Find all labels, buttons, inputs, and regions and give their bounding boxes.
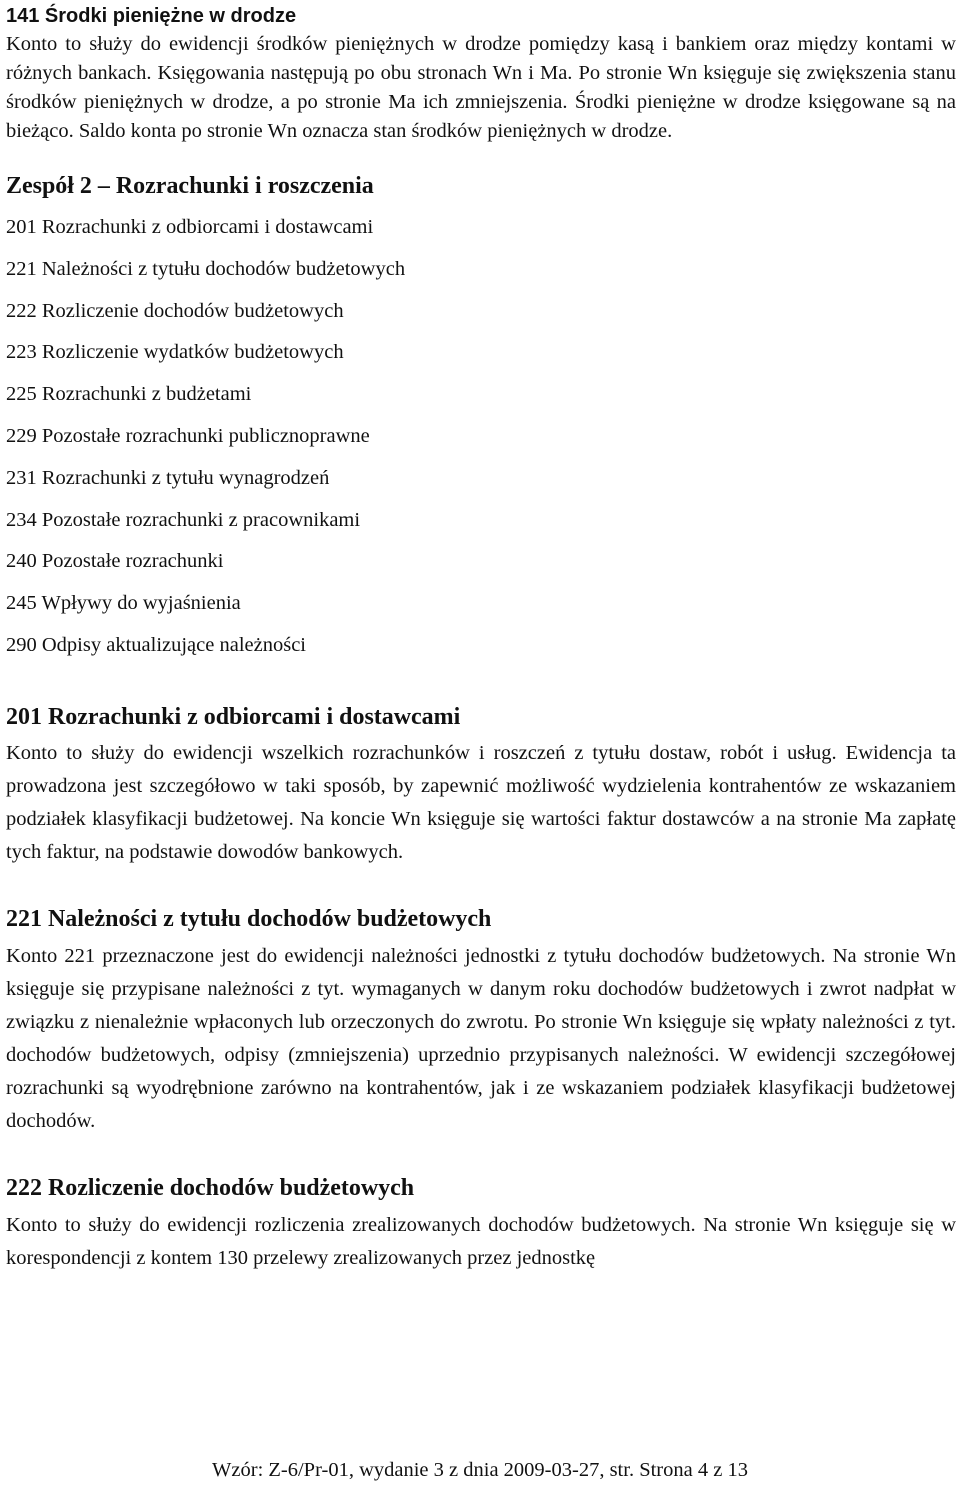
list-item: 234 Pozostałe rozrachunki z pracownikami [6, 508, 361, 531]
list-item: 222 Rozliczenie dochodów budżetowych [6, 299, 344, 322]
list-item: 229 Pozostałe rozrachunki publicznoprawne [6, 424, 370, 447]
section-221-body: Konto 221 przeznaczone jest do ewidencji należności jednostki z tytułu dochodów budżetowych. Na stronie Wn księguje się przypisane należności z tyt. wymaganych w danym roku dochodów budżetowych i zwrot nadpłat w związku z nienależnie wpłaconych lub orzeczonych do zwrotu. Po stronie Wn księguje się wpłaty należności z tyt. dochodów budżetowych, odpisy (zmniejszenia) uprzednio przypisanych należności. W ewidencji szczegółowej rozrachunki są wyodrębnione zarówno na kontrahentów, jak i ze wskazaniem podziałek klasyfikacji budżetowej dochodów. [6, 944, 956, 1132]
list-item: 201 Rozrachunki z odbiorcami i dostawcami [6, 216, 374, 238]
list-item: 223 Rozliczenie wydatków budżetowych [6, 341, 344, 364]
section-201-body: Konto to służy do ewidencji wszelkich rozrachunków i roszczeń z tytułu dostaw, robót i usług. Ewidencja ta prowadzona jest szczegółowo w taki sposób, by zapewnić możliwość wydzielenia kontrahentów ze wskazaniem podziałek klasyfikacji budżetowej. Na koncie Wn księguje się wartości faktur dostawców a na stronie Ma zapłatę tych faktur, na podstawie dowodów bankowych. [6, 741, 956, 863]
account-list [6, 207, 956, 667]
section-201-title: 201 Rozrachunki z odbiorcami i dostawcami [6, 703, 461, 730]
section-222-title: 222 Rozliczenie dochodów budżetowych [6, 1174, 415, 1201]
list-item: 225 Rozrachunki z budżetami [6, 383, 252, 406]
document-page [6, 2, 956, 1275]
spacer [6, 146, 956, 170]
spacer [6, 869, 956, 903]
group-2-title: Zespół 2 – Rozrachunki i roszczenia [6, 173, 374, 199]
list-item: 231 Rozrachunki z tytułu wynagrodzeń [6, 466, 330, 489]
spacer [6, 1138, 956, 1172]
section-222-body: Konto to służy do ewidencji rozliczenia zrealizowanych dochodów budżetowych. Na stronie Wn księguje się w korespondencji z kontem 130 przelewy zrealizowanych przez jednostkę [6, 1213, 956, 1269]
spacer [6, 667, 956, 701]
list-item: 245 Wpływy do wyjaśnienia [6, 592, 241, 615]
section-221-title: 221 Należności z tytułu dochodów budżetowych [6, 905, 492, 932]
list-item: 290 Odpisy aktualizujące należności [6, 633, 306, 656]
section-141-body: Konto to służy do ewidencji środków pieniężnych w drodze pomiędzy kasą i bankiem oraz między kontami w różnych bankach. Księgowania następują po obu stronach Wn i Ma. Po stronie Wn księguje się zwiększenia stanu środków pieniężnych w drodze, a po stronie Ma ich zmniejszenia. Środki pieniężne w drodze księgowane są na bieżąco. Saldo konta po stronie Wn oznacza stan środków pieniężnych w drodze. [6, 33, 956, 142]
section-141-title: 141 Środki pieniężne w drodze [6, 5, 297, 27]
list-item: 240 Pozostałe rozrachunki [6, 550, 224, 573]
page-footer: Wzór: Z-6/Pr-01, wydanie 3 z dnia 2009-03-27, str. Strona 4 z 13 [212, 1459, 748, 1481]
list-item: 221 Należności z tytułu dochodów budżetowych [6, 257, 406, 280]
